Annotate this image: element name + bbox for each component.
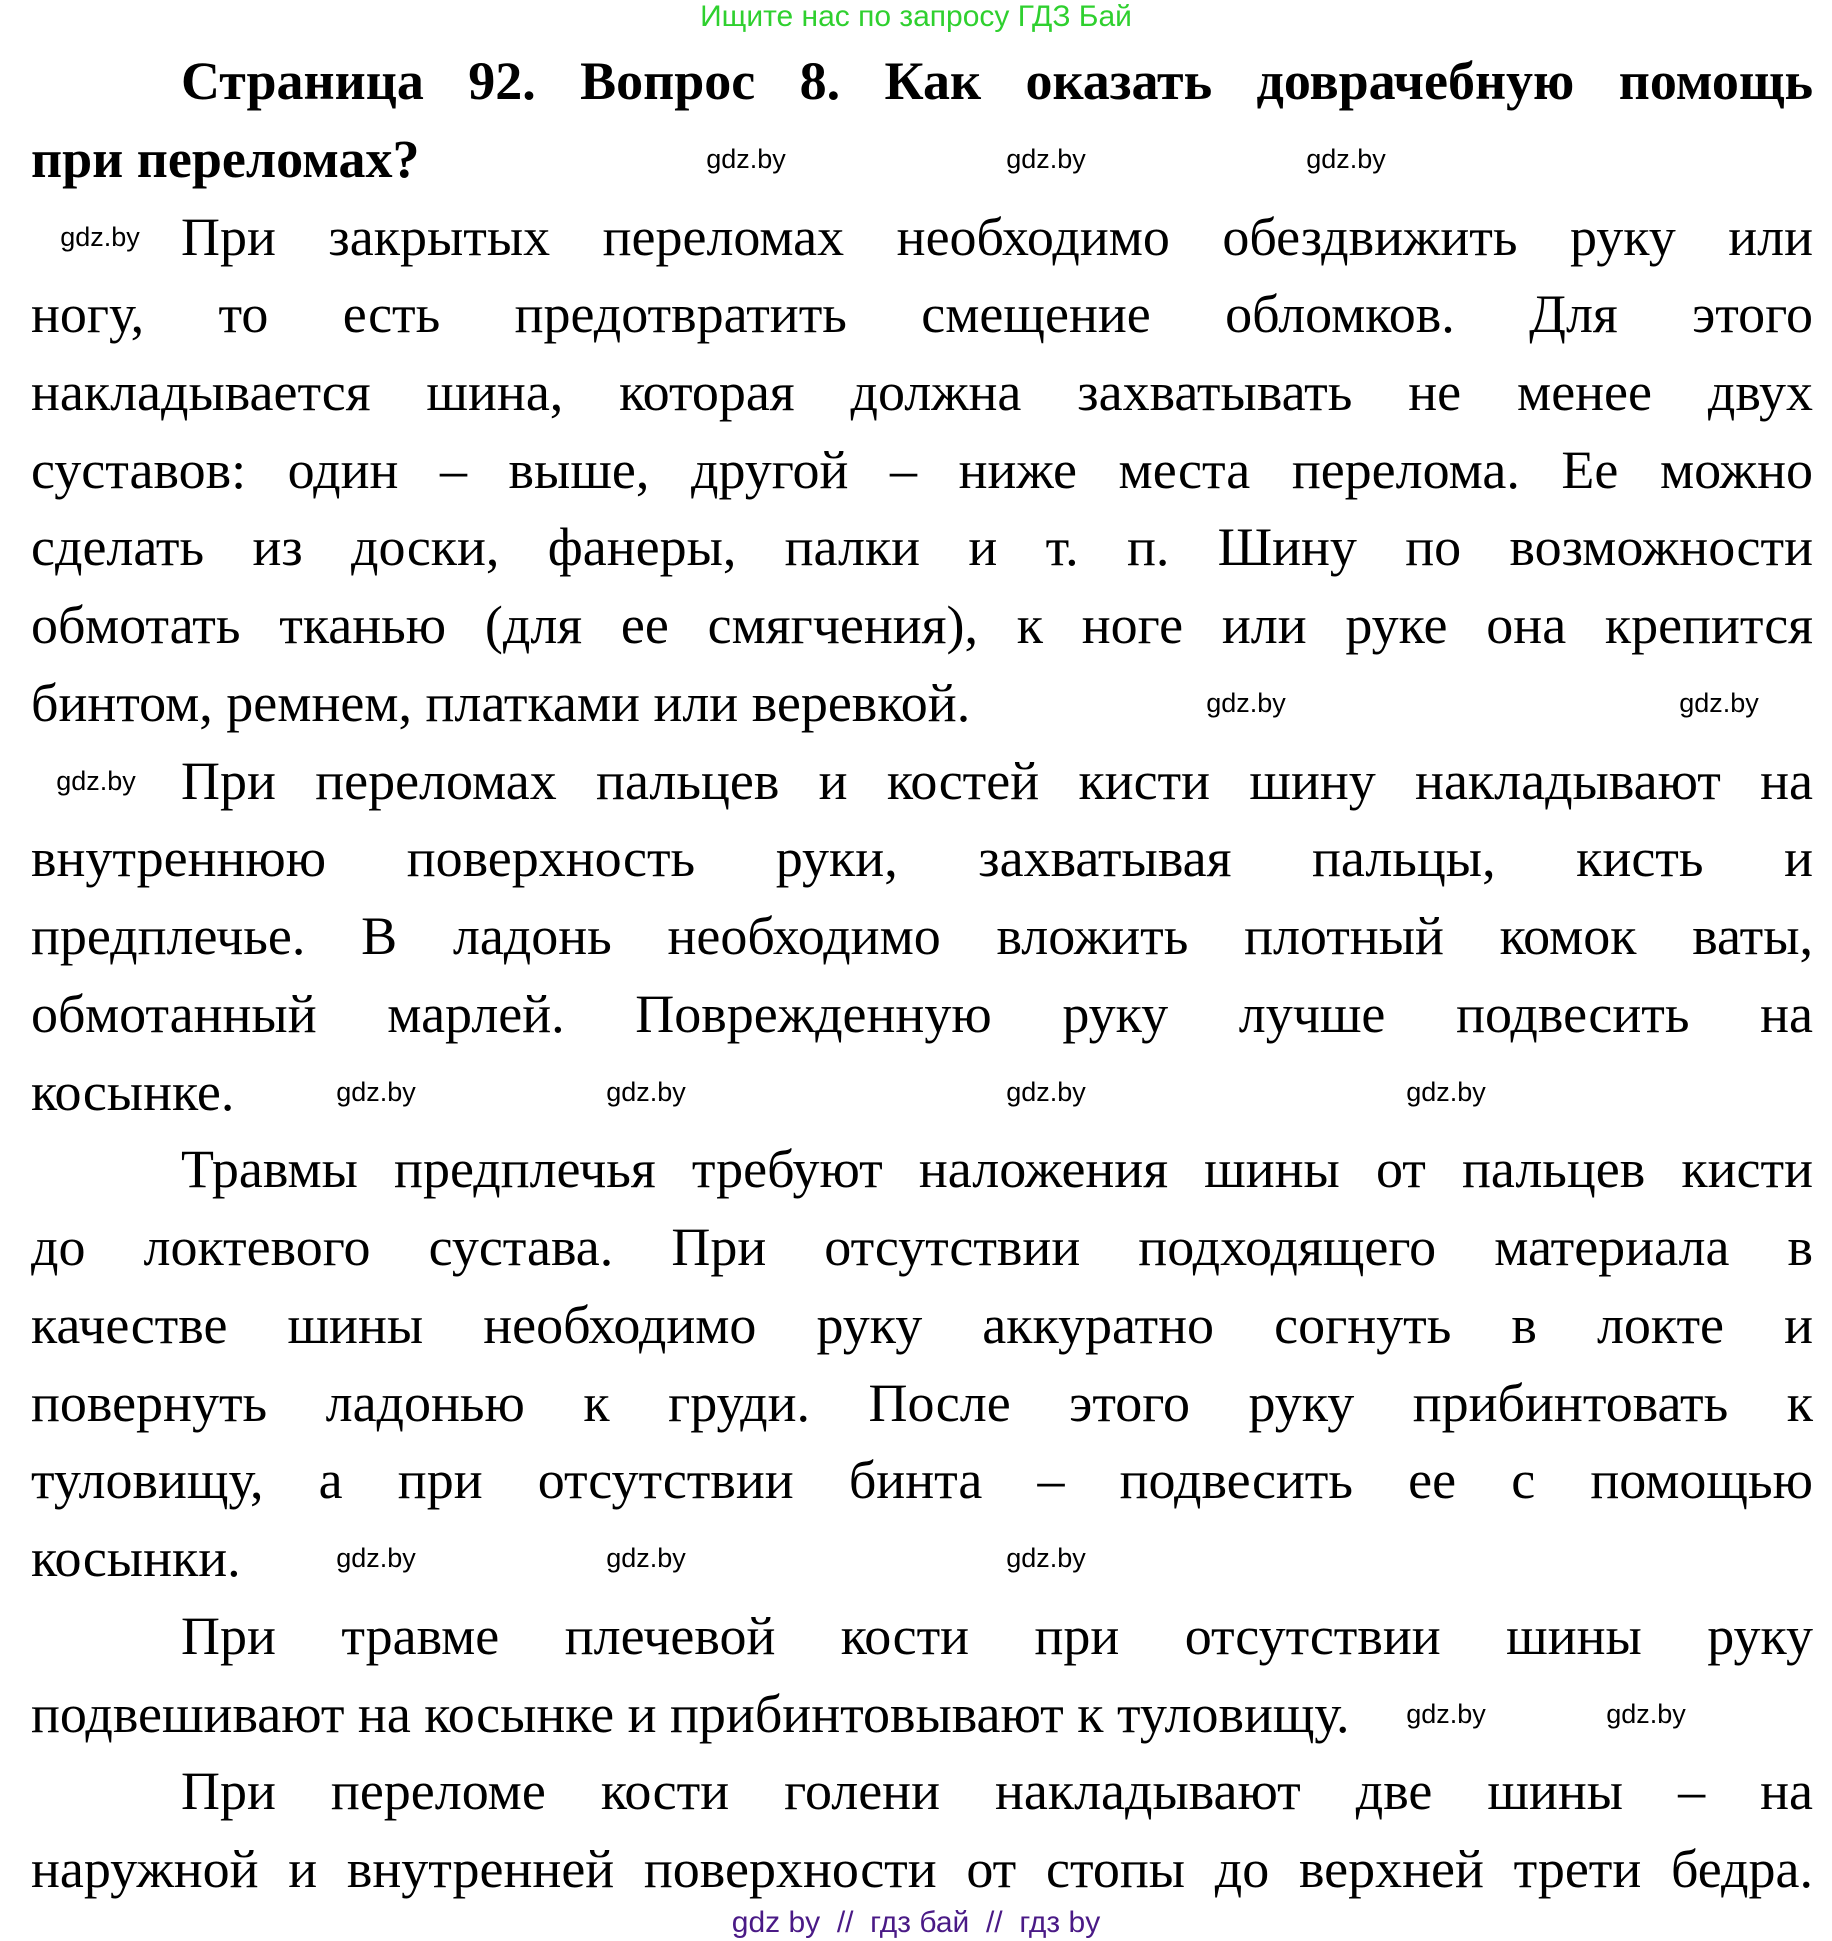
paragraph-line: ногу, то есть предотвратить смещение обломков. Для этого	[31, 284, 1813, 344]
watermark: gdz.by	[1206, 688, 1286, 718]
footer-links: gdz by // гдз бай // гдз by	[731, 1906, 1101, 1939]
paragraph-line: косынке.	[31, 1062, 235, 1122]
watermark: gdz.by	[1406, 1699, 1486, 1729]
watermark: gdz.by	[1006, 1077, 1086, 1107]
paragraph-line: повернуть ладонью к груди. После этого руку прибинтовать к	[31, 1373, 1813, 1433]
watermark: gdz.by	[1606, 1699, 1686, 1729]
page-title-line: Страница 92. Вопрос 8. Как оказать доврачебную помощь	[181, 51, 1813, 111]
paragraph-line: качестве шины необходимо руку аккуратно согнуть в локте и	[31, 1295, 1813, 1355]
paragraph-line: суставов: один – выше, другой – ниже места перелома. Ее можно	[31, 440, 1813, 500]
paragraph-line: Травмы предплечья требуют наложения шины от пальцев кисти	[181, 1139, 1813, 1199]
watermark: gdz.by	[1406, 1077, 1486, 1107]
watermark: gdz.by	[60, 222, 140, 252]
paragraph-line: накладывается шина, которая должна захватывать не менее двух	[31, 362, 1813, 422]
watermark: gdz.by	[1006, 1543, 1086, 1573]
paragraph-line: обмотанный марлей. Поврежденную руку лучше подвесить на	[31, 984, 1813, 1044]
watermark: gdz.by	[606, 1077, 686, 1107]
paragraph-line: сделать из доски, фанеры, палки и т. п. Шину по возможности	[31, 517, 1813, 577]
paragraph-line: туловищу, а при отсутствии бинта – подвесить ее с помощью	[31, 1450, 1813, 1510]
paragraph-line: до локтевого сустава. При отсутствии подходящего материала в	[31, 1217, 1813, 1277]
watermark: gdz.by	[1006, 144, 1086, 174]
paragraph-line: наружной и внутренней поверхности от стопы до верхней трети бедра.	[31, 1839, 1813, 1899]
watermark: gdz.by	[1679, 688, 1759, 718]
watermark: gdz.by	[706, 144, 786, 174]
watermark: gdz.by	[336, 1077, 416, 1107]
watermark: gdz.by	[1306, 144, 1386, 174]
paragraph-line: При травме плечевой кости при отсутствии шины руку	[181, 1606, 1813, 1666]
paragraph-line: обмотать тканью (для ее смягчения), к ноге или руке она крепится	[31, 595, 1813, 655]
paragraph-line: При закрытых переломах необходимо обездвижить руку или	[181, 207, 1813, 267]
paragraph-line: При переломе кости голени накладывают две шины – на	[181, 1761, 1813, 1821]
paragraph-line: внутреннюю поверхность руки, захватывая пальцы, кисть и	[31, 828, 1813, 888]
paragraph-line: При переломах пальцев и костей кисти шину накладывают на	[181, 751, 1813, 811]
page-title-line: при переломах?	[31, 129, 420, 189]
search-hint-banner: Ищите нас по запросу ГДЗ Бай	[700, 0, 1132, 33]
watermark: gdz.by	[56, 766, 136, 796]
watermark: gdz.by	[336, 1543, 416, 1573]
paragraph-line: предплечье. В ладонь необходимо вложить плотный комок ваты,	[31, 906, 1813, 966]
watermark: gdz.by	[606, 1543, 686, 1573]
paragraph-line: косынки.	[31, 1528, 241, 1588]
paragraph-line: подвешивают на косынке и прибинтовывают к туловищу.	[31, 1684, 1350, 1744]
paragraph-line: бинтом, ремнем, платками или веревкой.	[31, 673, 971, 733]
